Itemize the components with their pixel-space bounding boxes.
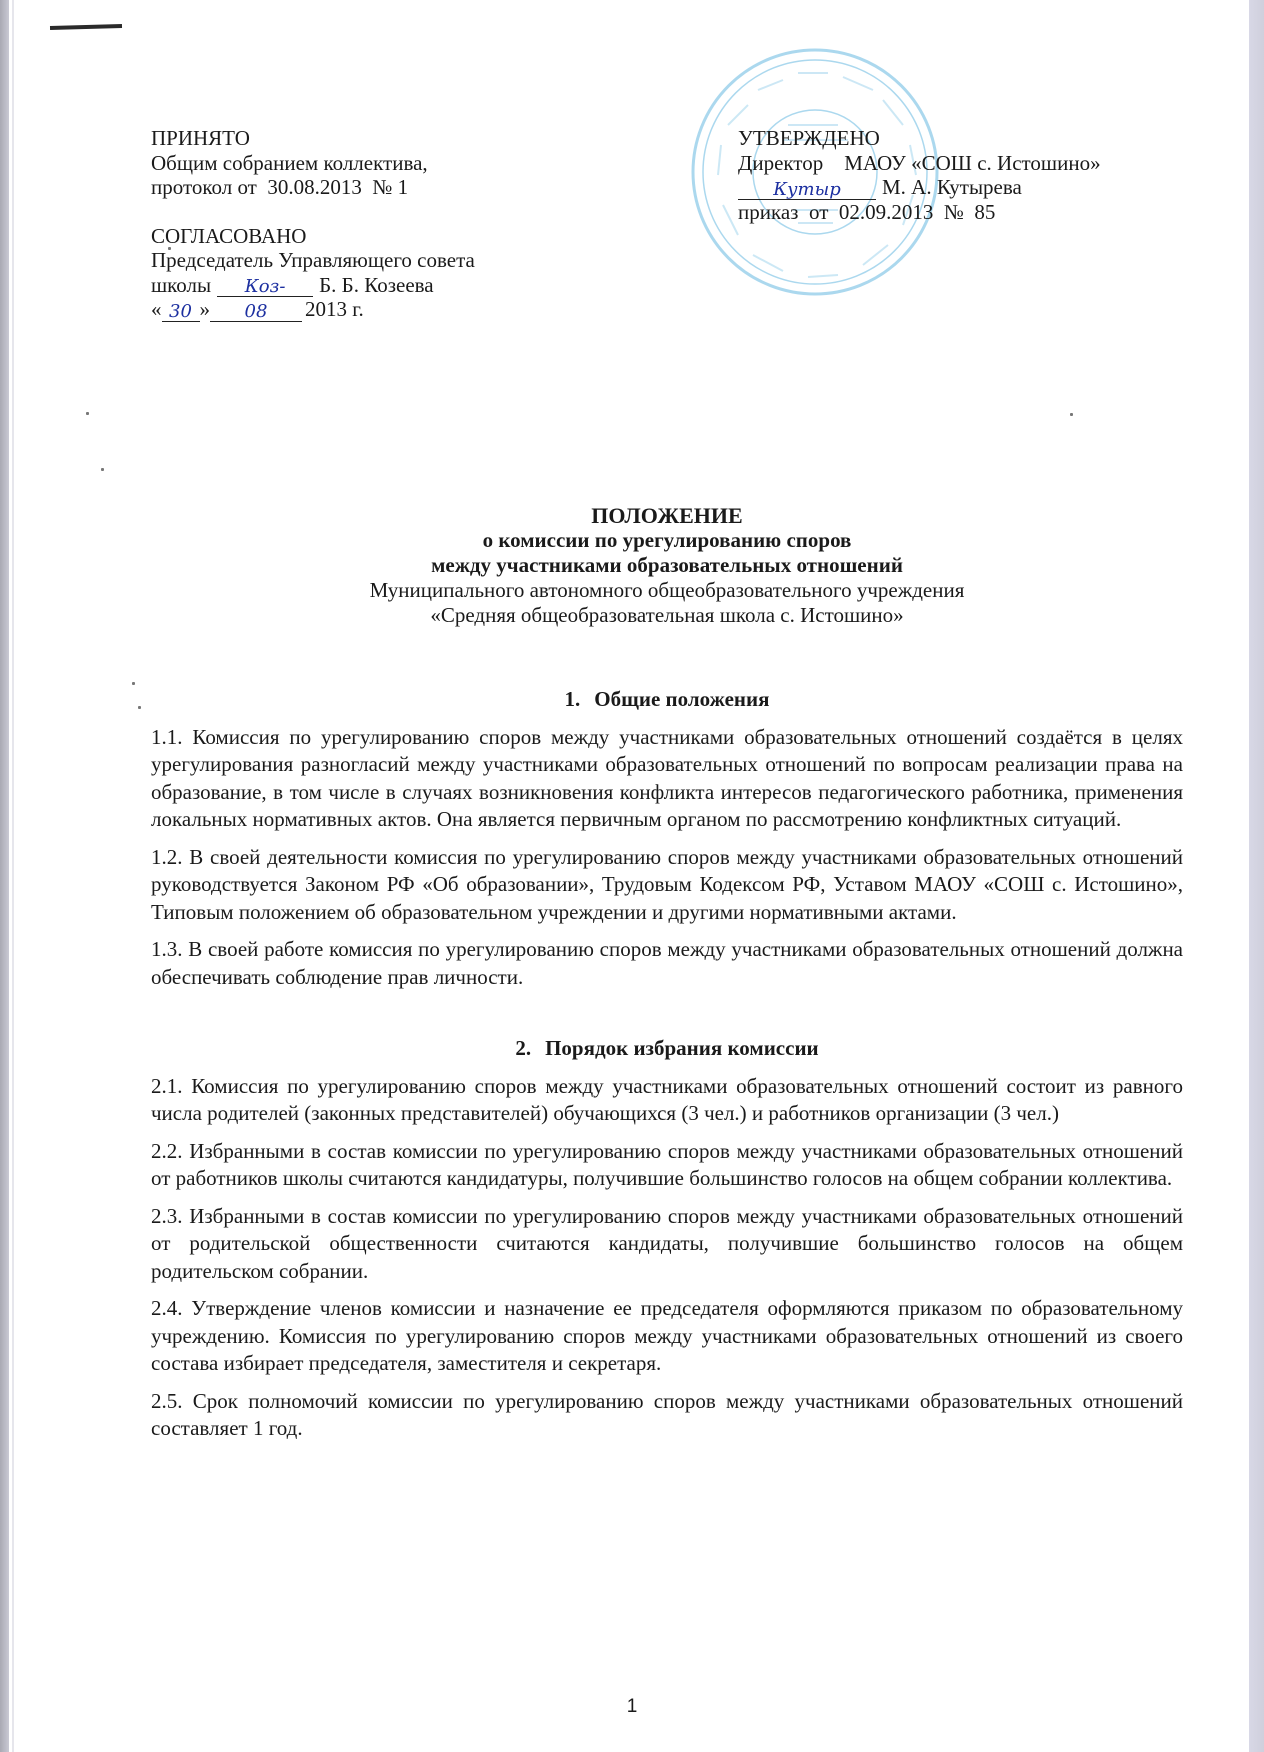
director-name: М. А. Кутырева bbox=[882, 175, 1022, 199]
agreed-title: СОГЛАСОВАНО bbox=[151, 223, 307, 248]
scan-speck bbox=[1070, 413, 1073, 416]
quote-open: « bbox=[151, 297, 162, 321]
director-signature-field bbox=[738, 177, 876, 200]
signature-field bbox=[217, 274, 313, 297]
agreed-date-line bbox=[151, 297, 475, 322]
paragraph: 1.3. В своей работе комиссия по урегулированию споров между участниками образовательных отношений должна обеспечивать соблюдение прав личности. bbox=[151, 937, 1183, 989]
director-signature-line bbox=[738, 175, 1101, 200]
approval-block-left bbox=[151, 126, 475, 322]
title-subject: о комиссии по урегулированию споров bbox=[482, 528, 852, 552]
accepted-title: ПРИНЯТО bbox=[151, 126, 250, 150]
section-general bbox=[151, 686, 1183, 991]
document-body bbox=[151, 686, 1183, 1453]
chair-title: Председатель Управляющего совета bbox=[151, 248, 475, 272]
page-number: 1 bbox=[626, 1696, 638, 1717]
section-number: 2. bbox=[515, 1036, 532, 1060]
scan-speck bbox=[132, 682, 135, 685]
director-title: Директор МАОУ «СОШ с. Истошино» bbox=[738, 150, 1101, 175]
month-field bbox=[210, 299, 302, 322]
section-heading bbox=[151, 686, 1183, 714]
paragraph: 1.1. Комиссия по урегулированию споров между участниками образовательных отношений создаётся в целях урегулирования разногласий между участниками образовательных отношений по вопросам реализации права на образование, в том числе в случаях возникновения конфликта интересов педагогического работника, применения локальных нормативных актов. Она является первичным органом по рассмотрению конфликтных ситуаций. bbox=[151, 724, 1183, 831]
handwritten-month: 08 bbox=[244, 300, 268, 322]
title-school-name: «Средняя общеобразовательная школа с. Истошино» bbox=[430, 603, 904, 627]
scan-corner-mark bbox=[50, 24, 122, 30]
scan-edge-right bbox=[1249, 0, 1264, 1752]
title-main: ПОЛОЖЕНИЕ bbox=[591, 503, 743, 528]
scan-edge-left bbox=[0, 0, 9, 1752]
protocol-line: протокол от 30.08.2013 № 1 bbox=[151, 175, 409, 199]
section-election bbox=[151, 1035, 1183, 1443]
title-institution: Муниципального автономного общеобразовательного учреждения bbox=[369, 578, 965, 602]
chair-name: Б. Б. Козеева bbox=[319, 272, 434, 297]
scan-speck bbox=[138, 706, 141, 709]
paragraph: 2.2. Избранными в состав комиссии по урегулированию споров между участниками образовательных отношений от работников школы считаются кандидатуры, получившие большинство голосов на общем собрании коллектива. bbox=[151, 1138, 1183, 1190]
section-number: 1. bbox=[564, 687, 581, 711]
chair-signature-line bbox=[151, 273, 475, 298]
quote-close: » bbox=[199, 297, 210, 321]
section-heading bbox=[151, 1035, 1183, 1063]
day-field bbox=[162, 299, 200, 322]
handwritten-signature: Коз- bbox=[244, 276, 286, 297]
agreed-year: 2013 г. bbox=[305, 297, 364, 321]
director-handwritten-signature: Кутыр bbox=[773, 178, 841, 200]
scan-speck bbox=[101, 468, 104, 471]
scan-speck bbox=[86, 412, 89, 415]
document-title bbox=[151, 503, 1183, 628]
paragraph: 2.1. Комиссия по урегулированию споров между участниками образовательных отношений состоит из равного числа родителей (законных представителей) обучающихся (3 чел.) и работников организации (3 чел.) bbox=[151, 1073, 1183, 1125]
accepted-by: Общим собранием коллектива, bbox=[151, 150, 428, 175]
approved-title: УТВЕРЖДЕНО bbox=[738, 126, 880, 150]
paragraph: 2.4. Утверждение членов комиссии и назначение ее председателя оформляются приказом по образовательному учреждению. Комиссия по урегулированию споров между участниками образовательных отношений из своего состава избирает председателя, заместителя и секретаря. bbox=[151, 1296, 1183, 1375]
section-title: Общие положения bbox=[594, 687, 770, 711]
paragraph: 1.2. В своей деятельности комиссия по урегулированию споров между участниками образовательных отношений руководствуется Законом РФ «Об образовании», Трудовым Кодексом РФ, Уставом МАОУ «СОШ с. Истошино», Типовым положением об образовательном учреждении и другими нормативными актами. bbox=[151, 844, 1183, 924]
paragraph: 2.5. Срок полномочий комиссии по урегулированию споров между участниками образовательных отношений составляет 1 год. bbox=[151, 1388, 1183, 1440]
paragraph: 2.3. Избранными в состав комиссии по урегулированию споров между участниками образовательных отношений от родительской общественности считаются кандидаты, получившие большинство голосов на общем родительском собрании. bbox=[151, 1203, 1183, 1283]
title-subject-2: между участниками образовательных отношений bbox=[431, 553, 903, 577]
section-title: Порядок избрания комиссии bbox=[545, 1036, 819, 1060]
school-label: школы bbox=[151, 272, 212, 297]
scan-edge-line bbox=[12, 0, 14, 1752]
order-line: приказ от 02.09.2013 № 85 bbox=[738, 199, 996, 224]
approval-block-right bbox=[738, 126, 1101, 224]
handwritten-day: 30 bbox=[169, 300, 192, 322]
